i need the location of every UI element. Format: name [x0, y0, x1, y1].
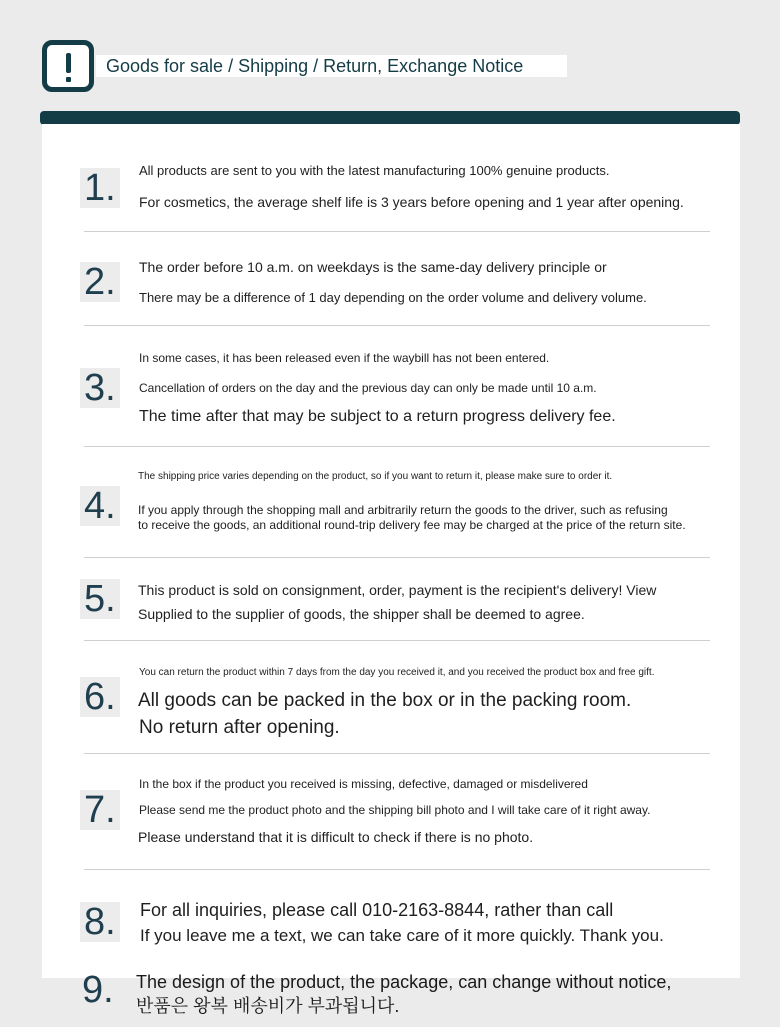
- item-line: The time after that may be subject to a return progress delivery fee.: [139, 408, 616, 425]
- item-line: Please understand that it is difficult to check if there is no photo.: [138, 829, 534, 845]
- divider: [84, 869, 710, 870]
- item-line: to receive the goods, an additional round-trip delivery fee may be charged at the price of the return site.: [138, 518, 686, 532]
- page-title: Goods for sale / Shipping / Return, Exchange Notice: [96, 55, 567, 77]
- item-line: There may be a difference of 1 day depending on the order volume and delivery volume.: [139, 290, 647, 305]
- item-line: In the box if the product you received is missing, defective, damaged or misdelivered: [139, 777, 588, 791]
- divider: [84, 640, 710, 641]
- item-line: The design of the product, the package, can change without notice,: [136, 972, 672, 992]
- item-line: 반품은 왕복 배송비가 부과됩니다.: [136, 996, 400, 1016]
- item-line: If you leave me a text, we can take care of it more quickly. Thank you.: [140, 926, 664, 945]
- item-line: If you apply through the shopping mall and arbitrarily return the goods to the driver, such as refusing: [138, 503, 668, 517]
- item-number: 6.: [80, 677, 120, 717]
- item-line: Cancellation of orders on the day and the previous day can only be made until 10 a.m.: [139, 381, 597, 395]
- item-number: 1.: [80, 168, 120, 208]
- item-line: In some cases, it has been released even if the waybill has not been entered.: [139, 351, 550, 365]
- item-number: 4.: [80, 486, 120, 526]
- item-line: The order before 10 a.m. on weekdays is the same-day delivery principle or: [139, 259, 607, 275]
- exclamation-icon: [42, 40, 94, 92]
- notice-header: [42, 40, 567, 92]
- item-line: Please send me the product photo and the shipping bill photo and I will take care of it right away.: [139, 803, 651, 817]
- notice-item-9: [0, 968, 780, 1027]
- item-line: No return after opening.: [139, 717, 340, 738]
- item-number: 3.: [80, 368, 120, 408]
- item-number: 5.: [80, 579, 120, 619]
- item-line: All products are sent to you with the latest manufacturing 100% genuine products.: [139, 163, 610, 178]
- divider: [84, 753, 710, 754]
- item-number: 2.: [80, 262, 120, 302]
- item-line: This product is sold on consignment, order, payment is the recipient's delivery! View: [138, 582, 657, 598]
- item-number: 9.: [82, 969, 114, 1011]
- divider: [84, 557, 710, 558]
- divider: [84, 325, 710, 326]
- item-line: You can return the product within 7 days from the day you received it, and you received the product box and free gift.: [139, 667, 655, 678]
- header-divider-bar: [40, 111, 740, 125]
- divider: [84, 446, 710, 447]
- item-number: 8.: [80, 902, 120, 942]
- item-line: For all inquiries, please call 010-2163-8844, rather than call: [140, 900, 614, 920]
- item-line: For cosmetics, the average shelf life is 3 years before opening and 1 year after opening.: [139, 194, 684, 210]
- item-line: All goods can be packed in the box or in the packing room.: [138, 690, 632, 711]
- item-number: 7.: [80, 790, 120, 830]
- item-line: Supplied to the supplier of goods, the shipper shall be deemed to agree.: [138, 606, 585, 622]
- item-line: The shipping price varies depending on the product, so if you want to return it, please make sure to order it.: [138, 471, 613, 482]
- notice-panel: [42, 124, 740, 978]
- divider: [84, 231, 710, 232]
